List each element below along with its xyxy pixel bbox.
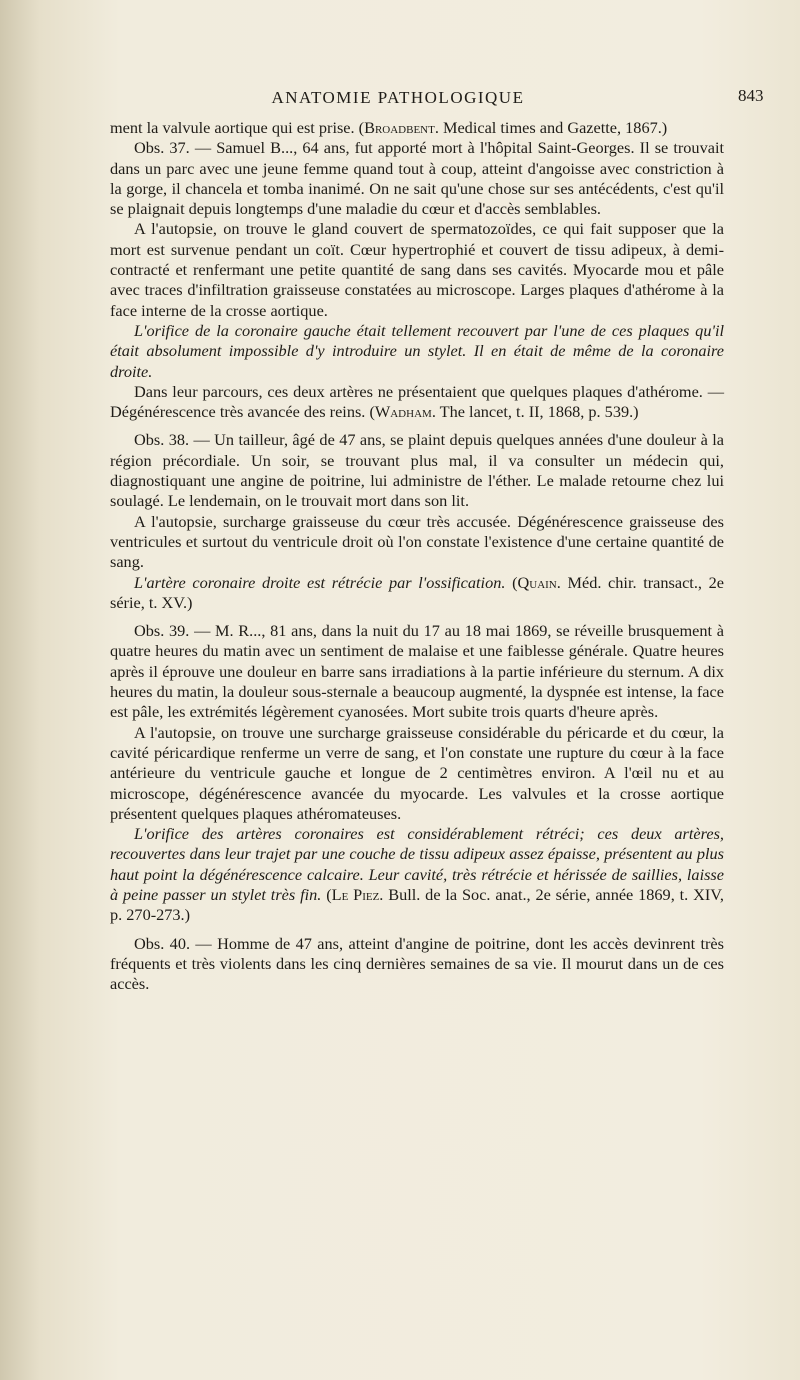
page-header bbox=[0, 88, 800, 118]
text-run: . Medical times and Gazette, 1867.) bbox=[434, 118, 668, 137]
author-citation: Wadham bbox=[374, 402, 432, 422]
text-run: Obs. 37. — Samuel B..., 64 ans, fut apporté mort à l'hôpital Saint-Georges. Il se trouvait dans un parc avec une jeune femme quand tout à coup, atteint d'angoisse avec constriction à la gorge, il chancela et tomba inanimé. On ne sait qu'une chose sur ses antécédents, c'est qu'il se plaignait depuis longtemps d'une maladie du cœur et d'accès semblables. bbox=[110, 138, 724, 219]
text-run: Obs. 39. — M. R..., 81 ans, dans la nuit du 17 au 18 mai 1869, se réveille brusquement à quatre heures du matin avec un sentiment de malaise et une faiblesse générale. Quatre heures après il éprouve une douleur en barre sans irradiations à la partie inférieure du sternum. A dix heures du matin, la douleur sous-sternale a beaucoup augmenté, la dyspnée est intense, la face est pâle, les extrémités légèrement cyanosées. Mort subite trois quarts d'heure après. bbox=[110, 621, 724, 722]
paragraph bbox=[110, 219, 724, 320]
paragraph bbox=[110, 723, 724, 824]
text-run: A l'autopsie, on trouve une surcharge graisseuse considérable du péricarde et du cœur, la cavité péricardique renferme un verre de sang, et l'on constate une rupture du cœur à la face antérieure du ventricule gauche et longue de 2 centimètres environ. A l'œil nu et au microscope, dégénérescence avancée du myocarde. Les valvules et la crosse aortique présentent quelques plaques athéromateuses. bbox=[110, 722, 724, 823]
paragraph bbox=[110, 321, 724, 382]
text-run: A l'autopsie, surcharge graisseuse du cœur très accusée. Dégénérescence graisseuse des ventricules et surtout du ventricule droit où l'on constate l'existence d'une certaine quantité de sang. bbox=[110, 511, 724, 572]
text-run: Dans leur parcours, ces deux artères ne présentaient que quelques plaques d'athérome. — Dégénérescence très avancée des reins. ( bbox=[110, 381, 724, 422]
page-body bbox=[110, 118, 724, 994]
author-citation: Quain bbox=[517, 572, 557, 592]
paragraph bbox=[110, 573, 724, 614]
italic-text: L'orifice des artères coronaires est considérablement rétréci; ces deux artères, recouvertes dans leur trajet par une couche de tissu adipeux assez épaisse, présentent au plus haut point la dégénérescence calcaire. Leur cavité, très rétrécie et hérissée de saillies, laisse à peine passer un stylet très fin. bbox=[110, 824, 724, 904]
paragraph bbox=[110, 138, 724, 219]
paragraph bbox=[110, 824, 724, 925]
paragraph bbox=[110, 430, 724, 511]
text-run: Obs. 38. — Un tailleur, âgé de 47 ans, se plaint depuis quelques années d'une douleur à la région précordiale. Un soir, se trouvant plus mal, il va consulter un médecin qui, diagnostiquant une angine de poitrine, lui administre de l'éther. Le malade retourne chez lui soulagé. Le lendemain, on le trouvait mort dans son lit. bbox=[110, 430, 724, 511]
paragraph bbox=[110, 118, 724, 138]
text-run: . Méd. chir. transact., 2e série, t. XV.) bbox=[110, 572, 724, 612]
author-citation: Broadbent bbox=[364, 118, 435, 137]
text-run: ( bbox=[321, 884, 332, 904]
text-run: A l'autopsie, on trouve le gland couvert de spermatozoïdes, ce qui fait supposer que la mort est survenue pendant un coït. Cœur hypertrophié et couvert de tissu adipeux, à demi-contracté et renfermant une petite quantité de sang dans ses cavités. Myocarde mou et pâle avec traces d'infiltration graisseuse constatées au microscope. Larges plaques d'athérome à la face interne de la crosse aortique. bbox=[110, 219, 724, 320]
italic-text: L'orifice de la coronaire gauche était tellement recouvert par l'une de ces plaques qu'il était absolument impossible d'y introduire un stylet. Il en était de même de la coronaire droite. bbox=[110, 320, 724, 381]
paragraph bbox=[110, 512, 724, 573]
running-head: ANATOMIE PATHOLOGIQUE bbox=[271, 88, 525, 107]
text-run: . The lancet, t. II, 1868, p. 539.) bbox=[431, 402, 639, 422]
page-number: 843 bbox=[738, 86, 764, 105]
text-run: . Bull. de la Soc. anat., 2e série, année 1869, t. XIV, p. 270-273.) bbox=[110, 884, 724, 925]
text-run: ( bbox=[505, 572, 518, 592]
text-run: Obs. 40. — Homme de 47 ans, atteint d'angine de poitrine, dont les accès devinrent très fréquents et très violents dans les cinq dernières semaines de sa vie. Il mourut dans un de ces accès. bbox=[110, 933, 724, 994]
paragraph bbox=[110, 382, 724, 423]
paragraph bbox=[110, 934, 724, 995]
text-run: ment la valvule aortique qui est prise. ( bbox=[110, 118, 365, 137]
author-citation: Le Piez bbox=[331, 884, 380, 904]
paragraph bbox=[110, 621, 724, 722]
italic-text: L'artère coronaire droite est rétrécie par l'ossification. bbox=[134, 572, 506, 592]
